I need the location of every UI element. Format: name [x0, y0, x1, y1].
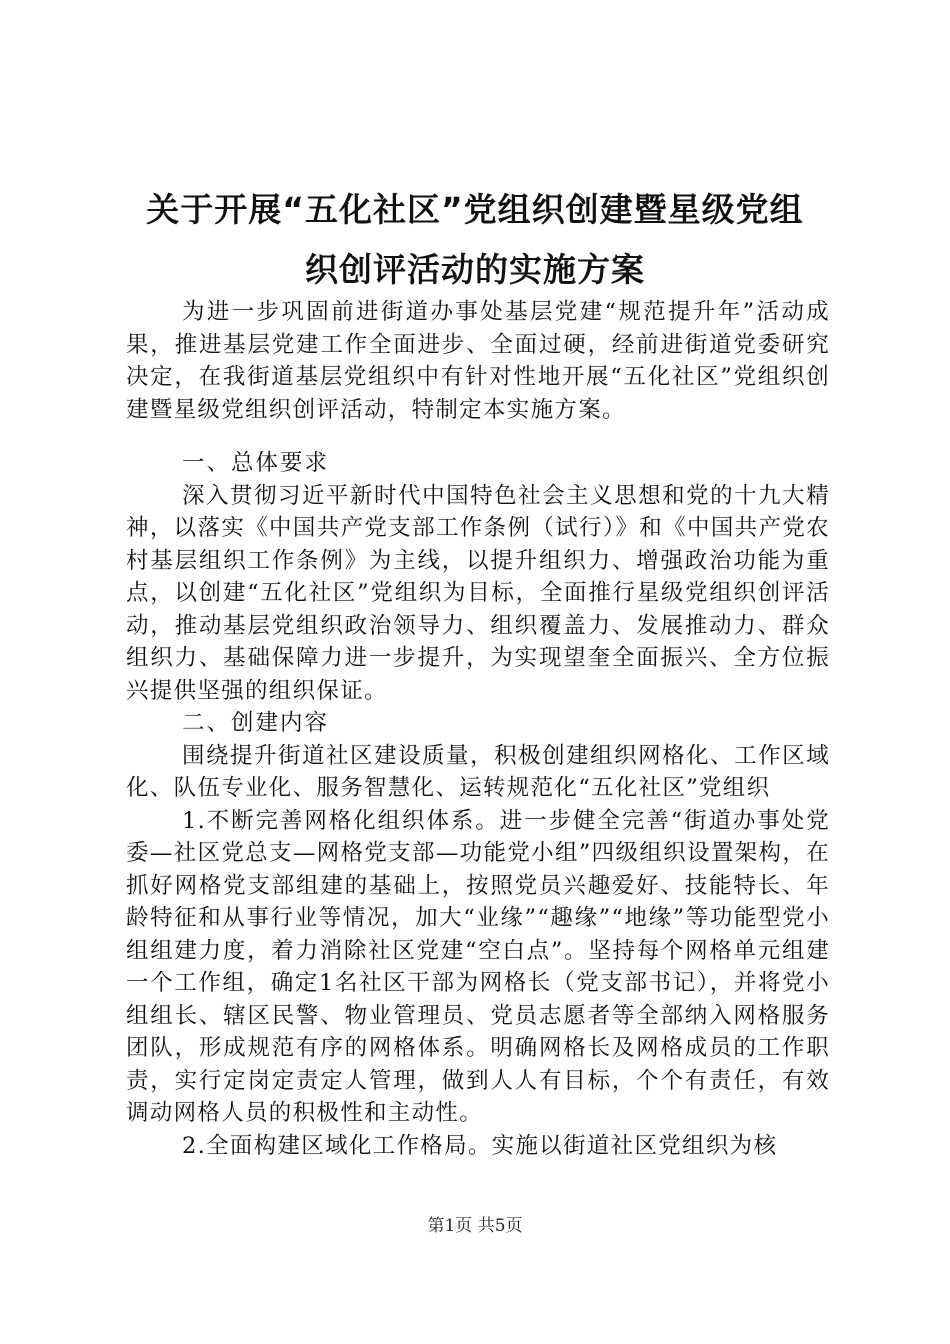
paragraph-item-2: 2.全面构建区域化工作格局。实施以街道社区党组织为核: [182, 1132, 778, 1159]
paragraph-creation-content: 围绕提升街道社区建设质量，积极创建组织网格化、工作区域化、队伍专业化、服务智慧化、运转规范化“五化社区”党组织: [126, 742, 830, 801]
intro-paragraph: 为进一步巩固前进街道办事处基层党建“规范提升年”活动成果，推进基层党建工作全面进步、全面过硬，经前进街道党委研究决定，在我街道基层党组织中有针对性地开展“五化社区”党组织创建暨星级党组织创评活动，特制定本实施方案。: [126, 299, 830, 423]
paragraph-overall-requirements: 深入贯彻习近平新时代中国特色社会主义思想和党的十九大精神，以落实《中国共产党支部工作条例（试行）》和《中国共产党农村基层组织工作条例》为主线，以提升组织力、增强政治功能为重点，以创建“五化社区”党组织为目标，全面推行星级党组织创评活动，推动基层党组织政治领导力、组织覆盖力、发展推动力、群众组织力、基础保障力进一步提升，为实现望奎全面振兴、全方位振兴提供坚强的组织保证。: [126, 482, 830, 704]
document-body: [126, 296, 830, 1162]
page-number-footer: 第1页 共5页: [427, 1216, 523, 1236]
section-heading-overall-requirements: 一、总体要求: [182, 450, 330, 476]
document-title-line-2: 织创评活动的实施方案: [305, 250, 645, 289]
paragraph-item-1: 1.不断完善网格化组织体系。进一步健全完善“街道办事处党委—社区党总支—网格党支部—功能党小组”四级组织设置架构，在抓好网格党支部组建的基础上，按照党员兴趣爱好、技能特长、年龄特征和从事行业等情况，加大“业缘”“趣缘”“地缘”等功能型党小组组建力度，着力消除社区党建“空白点”。坚持每个网格单元组建一个工作组，确定1名社区干部为网格长（党支部书记），并将党小组组长、辖区民警、物业管理员、党员志愿者等全部纳入网格服务团队，形成规范有序的网格体系。明确网格长及网格成员的工作职责，实行定岗定责定人管理，做到人人有目标，个个有责任，有效调动网格人员的积极性和主动性。: [126, 807, 830, 1126]
section-heading-creation-content: 二、创建内容: [182, 710, 330, 736]
document-title-line-1: 关于开展“五化社区”党组织创建暨星级党组: [146, 190, 804, 229]
